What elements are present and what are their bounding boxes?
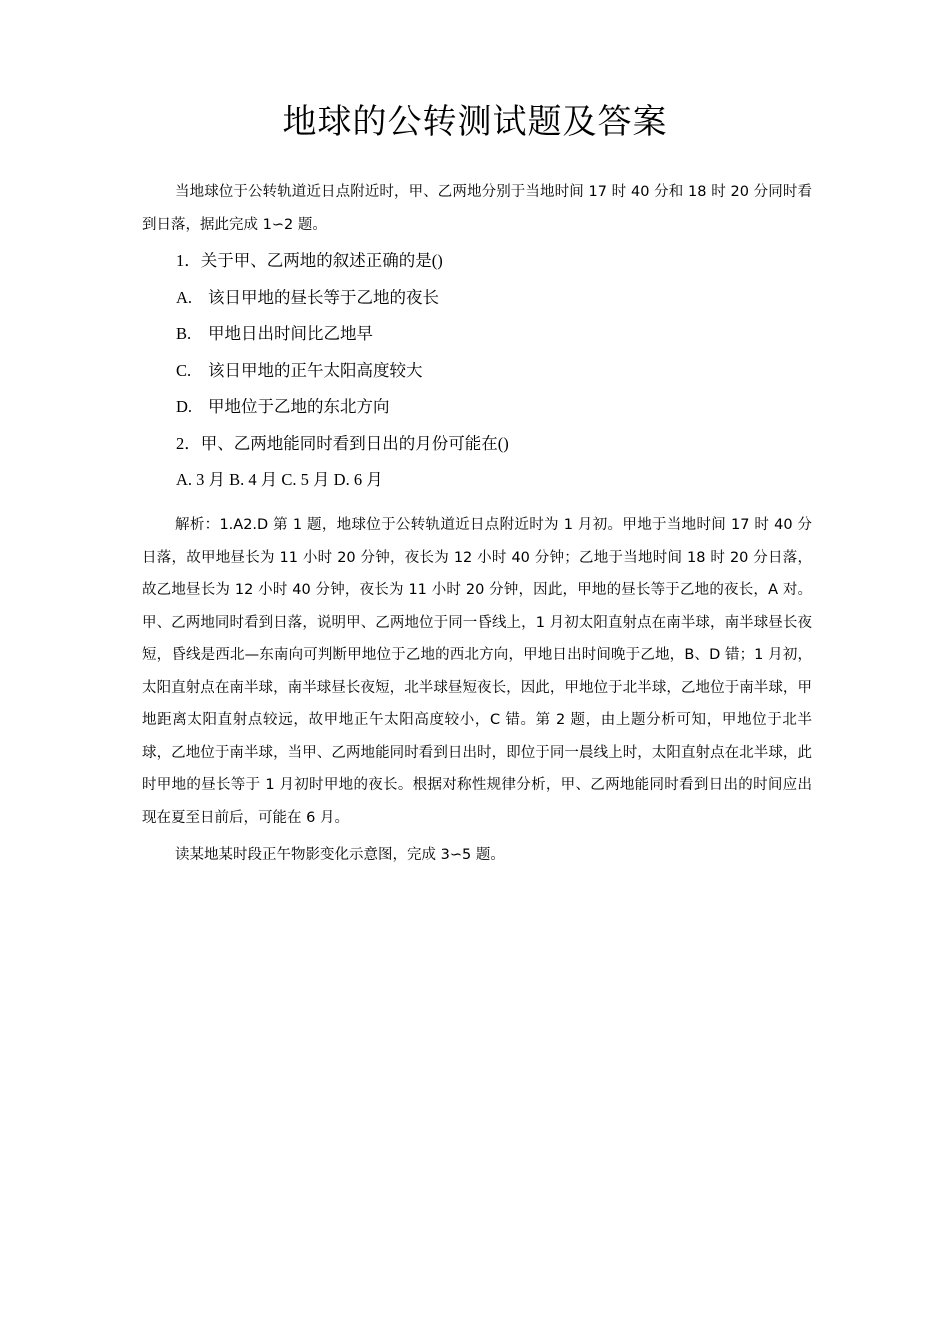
option-letter: B. <box>176 324 192 343</box>
option-text: 甲地日出时间比乙地早 <box>208 324 373 343</box>
question-1-stem: 1．关于甲、乙两地的叙述正确的是() <box>176 251 443 270</box>
question-1-option-d <box>176 395 816 419</box>
option-text: 该日甲地的昼长等于乙地的夜长 <box>208 288 439 307</box>
intro-paragraph: 当地球位于公转轨道近日点附近时，甲、乙两地分别于当地时间 17 时 40 分和 18 时 20 分同时看到日落，据此完成 1∽2 题。 <box>142 184 812 233</box>
question-1-option-c <box>176 359 816 383</box>
question-1-option-a <box>176 286 816 310</box>
option-letter: D. <box>176 397 193 416</box>
question-2-stem: 2．甲、乙两地能同时看到日出的月份可能在() <box>176 434 509 453</box>
analysis-paragraph: 解析：1.A2.D 第 1 题，地球位于公转轨道近日点附近时为 1 月初。甲地于当地时间 17 时 40 分日落，故甲地昼长为 11 小时 20 分钟，夜长为 12 小时 40 分钟；乙地于当地时间 18 时 20 分日落，故乙地昼长为 12 小时 40 分钟，夜长为 11 小时 20 分钟，因此，甲地的昼长等于乙地的夜长，A 对。甲、乙两地同时看到日落，说明甲、乙两地位于同一昏线上，1 月初太阳直射点在南半球，南半球昼长夜短，昏线是西北—东南向可判断甲地位于乙地的西北方向，甲地日出时间晚于乙地，B、D 错；1 月初，太阳直射点在南半球，南半球昼长夜短，北半球昼短夜长，因此，甲地位于北半球，乙地位于南半球，甲地距离太阳直射点较远，故甲地正午太阳高度较小，C 错。第 2 题，由上题分析可知，甲地位于北半球，乙地位于南半球，当甲、乙两地能同时看到日出时，即位于同一晨线上时，太阳直射点在北半球，此时甲地的昼长等于 1 月初时甲地的夜长。根据对称性规律分析，甲、乙两地能同时看到日出的时间应出现在夏至日前后，可能在 6 月。 <box>142 517 812 826</box>
option-letter: A. <box>176 288 193 307</box>
next-section-intro: 读某地某时段正午物影变化示意图，完成 3∽5 题。 <box>175 847 505 863</box>
question-2-options: A. 3 月 B. 4 月 C. 5 月 D. 6 月 <box>176 470 383 489</box>
option-text: 甲地位于乙地的东北方向 <box>208 397 390 416</box>
question-1-option-b <box>176 322 816 346</box>
page-title: 地球的公转测试题及答案 <box>282 102 668 142</box>
option-letter: C. <box>176 361 192 380</box>
option-text: 该日甲地的正午太阳高度较大 <box>208 361 423 380</box>
